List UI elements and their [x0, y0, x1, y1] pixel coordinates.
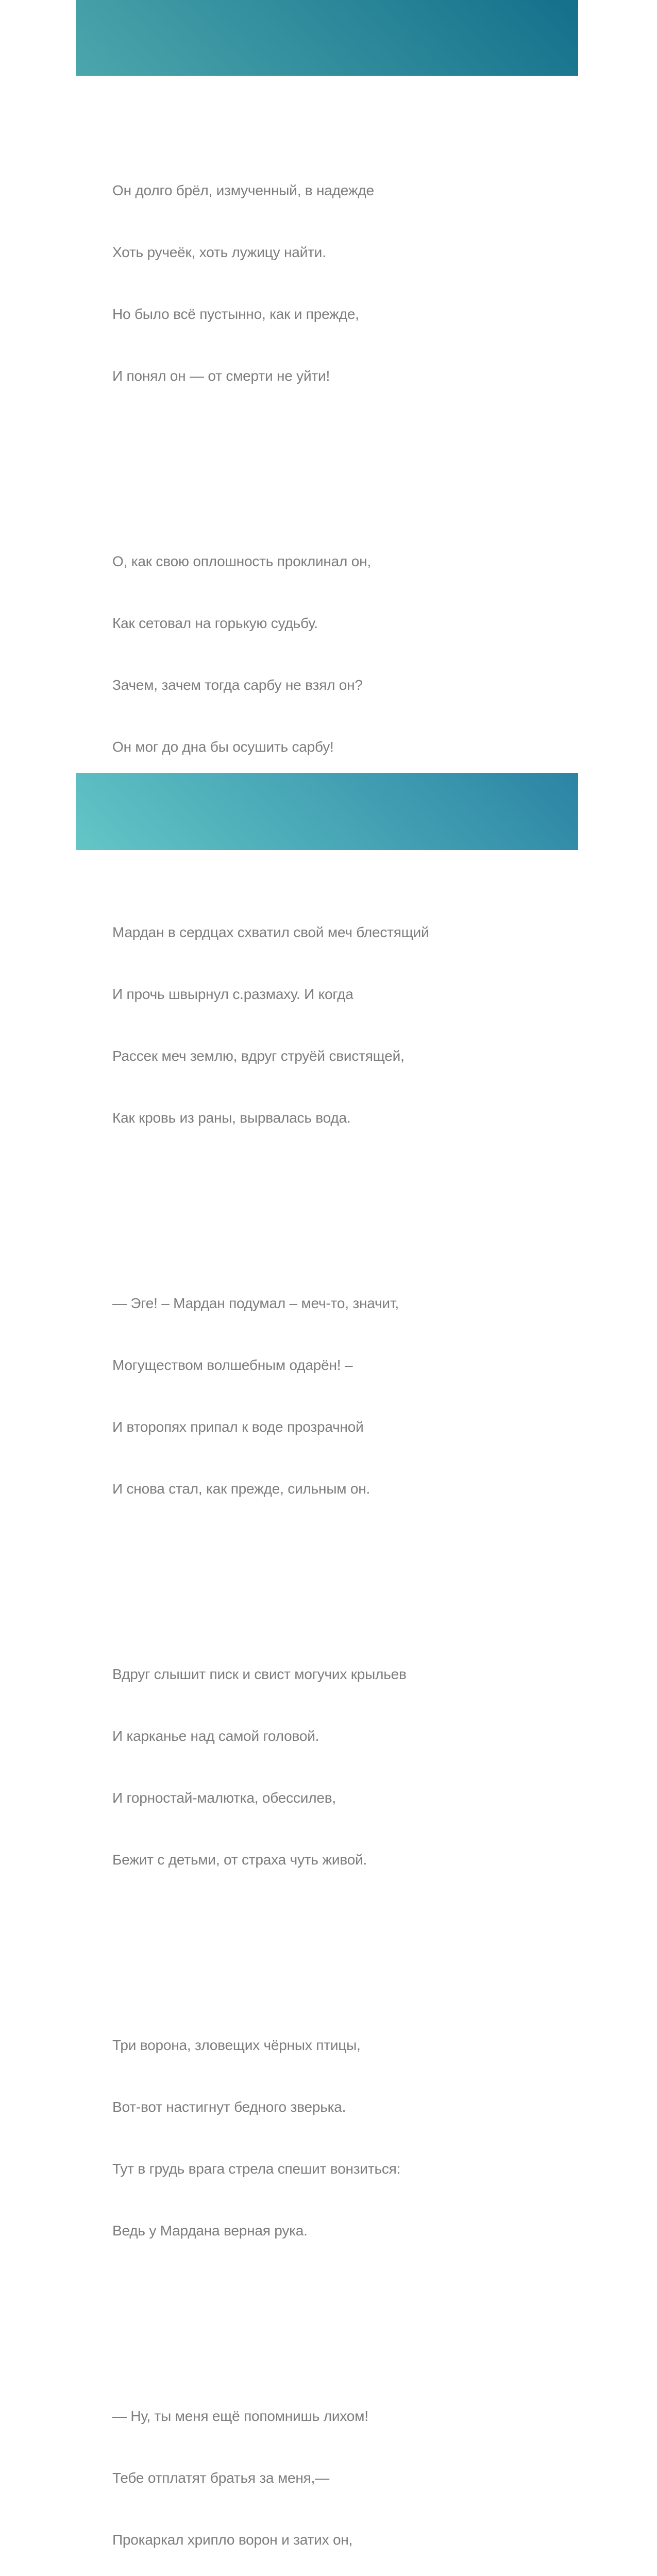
poem-line: О, как свою оплошность проклинал он,: [112, 553, 371, 569]
poem-line: Мардан в сердцах схватил свой меч блестящий: [112, 924, 429, 940]
stanza-3: [112, 881, 429, 1170]
poem-line: — Эге! – Мардан подумал – меч-то, значит,: [112, 1295, 399, 1311]
stanza-7: [112, 2365, 429, 2576]
poem-line: Прокаркал хрипло ворон и затих он,: [112, 2532, 353, 2548]
poem-line: Три ворона, зловещих чёрных птицы,: [112, 2037, 361, 2053]
poem-line: И карканье над самой головой.: [112, 1728, 319, 1744]
poem-line: Хоть ручеёк, хоть лужицу найти.: [112, 244, 326, 260]
stanza-1: [112, 139, 429, 428]
poem-line: Зачем, зачем тогда сарбу не взял он?: [112, 677, 363, 693]
poem-line: Но было всё пустынно, как и прежде,: [112, 306, 359, 322]
poem-line: Как сетовал на горькую судьбу.: [112, 615, 318, 631]
poem-line: И второпях припал к воде прозрачной: [112, 1419, 364, 1435]
stanza-4: [112, 1252, 429, 1540]
poem-line: И прочь швырнул с.размаху. И когда: [112, 986, 353, 1002]
poem-line: И горностай-малютка, обессилев,: [112, 1790, 336, 1806]
poem-text: [112, 77, 429, 2576]
poem-line: Как кровь из раны, вырвалась вода.: [112, 1110, 351, 1126]
poem-line: Ведь у Мардана верная рука.: [112, 2223, 308, 2239]
poem-line: Рассек меч землю, вдруг струёй свистящей,: [112, 1048, 405, 1064]
poem-line: Тебе отплатят братья за меня,—: [112, 2470, 330, 2486]
stanza-6: [112, 1994, 429, 2282]
poem-line: Вот-вот настигнут бедного зверька.: [112, 2099, 346, 2115]
poem-line: Вдруг слышит писк и свист могучих крыльев: [112, 1666, 407, 1682]
stanza-5: [112, 1623, 429, 1911]
poem-line: И снова стал, как прежде, сильным он.: [112, 1481, 370, 1497]
footer-band: [76, 773, 578, 850]
poem-line: Тут в грудь врага стрела спешит вонзиться:: [112, 2161, 401, 2177]
poem-line: — Ну, ты меня ещё попомнишь лихом!: [112, 2408, 368, 2424]
header-band: [76, 0, 578, 76]
poem-line: Бежит с детьми, от страха чуть живой.: [112, 1852, 367, 1868]
poem-line: И понял он — от смерти не уйти!: [112, 368, 330, 384]
poem-line: Могуществом волшебным одарён! –: [112, 1357, 353, 1373]
stanza-2: [112, 510, 429, 799]
poem-line: Он мог до дна бы осушить сарбу!: [112, 739, 334, 755]
poem-line: Он долго брёл, измученный, в надежде: [112, 182, 374, 198]
